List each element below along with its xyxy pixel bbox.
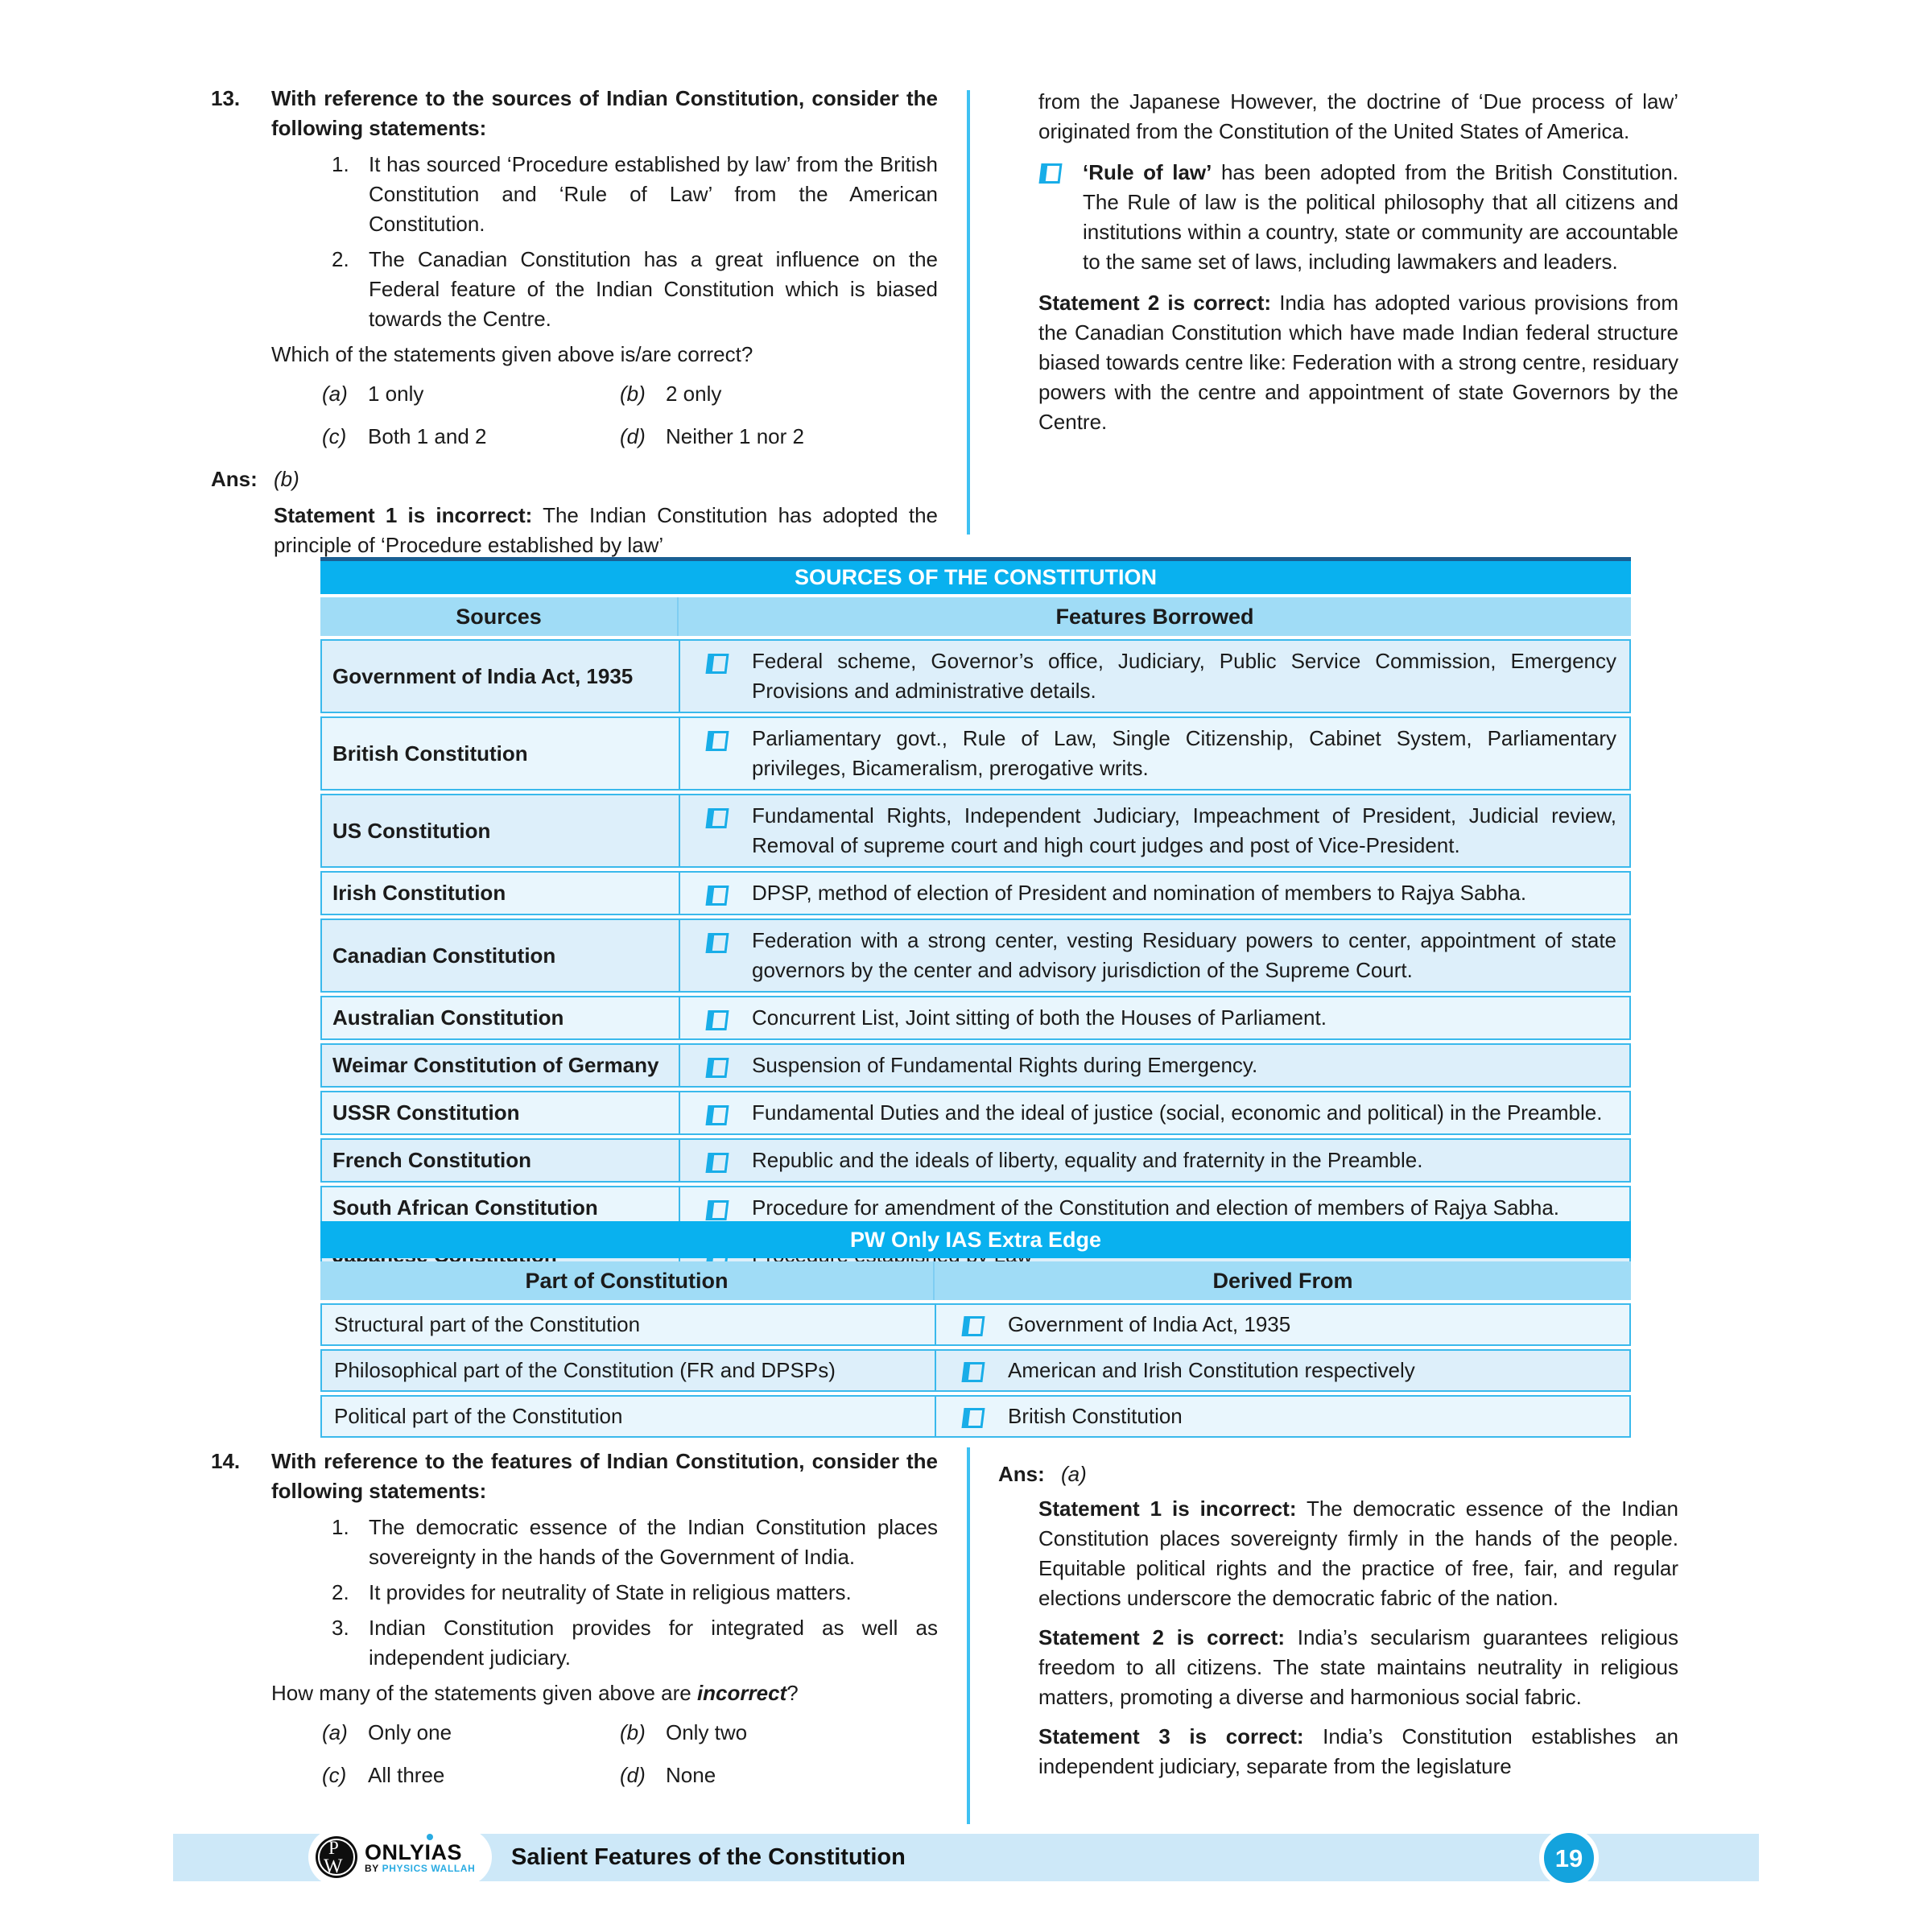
table-row: US Constitution Fundamental Rights, Independent Judiciary, Impeachment of President, Judicial review, Removal of supreme court and high court judges and post of Vice-President. (320, 794, 1631, 868)
table-row: Weimar Constitution of Germany Suspension of Fundamental Rights during Emergency. (320, 1043, 1631, 1088)
option-d: (d) Neither 1 nor 2 (620, 424, 804, 448)
table-row: Structural part of the Constitution Government of India Act, 1935 (320, 1303, 1631, 1346)
column-divider-top (967, 90, 970, 535)
option-c: (c) All three (322, 1763, 445, 1787)
answer-13-explanation: Statement 1 is incorrect: The Indian Constitution has adopted the principle of ‘Procedure established by law’ (274, 503, 938, 557)
option-b: (b) Only two (620, 1720, 748, 1744)
checkbox-icon (961, 1362, 985, 1382)
table-row: Australian Constitution Concurrent List, Joint sitting of both the Houses of Parliament. (320, 996, 1631, 1040)
extra-edge-title: PW Only IAS Extra Edge (320, 1221, 1631, 1258)
question-line: How many of the statements given above are incorrect? (271, 1681, 799, 1705)
checkbox-icon (961, 1316, 985, 1336)
checkbox-icon (705, 1010, 729, 1030)
onlyias-logo (308, 1828, 492, 1886)
statement-2: 2. The Canadian Constitution has a great influence on the Federal feature of the Indian Constitution which is biased towards the Centre. (332, 247, 938, 331)
statement-3: 3. Indian Constitution provides for integrated as well as independent judiciary. (332, 1616, 938, 1670)
statement-2-paragraph: Statement 2 is correct: India has adopted various provisions from the Canadian Constitution which have made Indian federal structure biased towards centre like: Federation with a strong centre, residuary powers with the centre and appointment of state Governors by the Centre. (1038, 291, 1678, 434)
checkbox-icon (705, 1200, 729, 1220)
answer-14-statement-1: Statement 1 is incorrect: The democratic essence of the Indian Constitution places sovereignty firmly in the hands of the people. Equitable political rights and the practice of free, fair, and regular elections underscore the democratic fabric of the nation. (1038, 1496, 1678, 1610)
checkbox-icon (705, 886, 729, 906)
option-c: (c) Both 1 and 2 (322, 424, 487, 448)
page-number-badge: 19 (1539, 1828, 1599, 1888)
rule-of-law-bullet: ‘Rule of law’ has been adopted from the British Constitution. The Rule of law is the political philosophy that all citizens and institutions within a country, state or community are accountable to the same set of laws, including lawmakers and leaders. (1040, 158, 1678, 277)
chapter-title: Salient Features of the Constitution (511, 1844, 906, 1870)
statement-list (332, 150, 938, 334)
extra-edge-header: Part of Constitution Derived From (320, 1261, 1631, 1300)
table-row: British Constitution Parliamentary govt., Rule of Law, Single Citizenship, Cabinet System, Parliamentary privileges, Bicameralism, prerogative writs. (320, 716, 1631, 791)
question-14-stem: 14. With reference to the features of Indian Constitution, consider the following statements: (211, 1447, 938, 1506)
statement-list (332, 1513, 938, 1673)
option-d: (d) None (620, 1763, 716, 1787)
page-footer (173, 1834, 1759, 1881)
options-grid (322, 1718, 938, 1790)
question-line: Which of the statements given above is/are correct? (271, 342, 753, 366)
sources-table-header: Sources Features Borrowed (320, 597, 1631, 636)
table-row: Political part of the Constitution British Constitution (320, 1395, 1631, 1438)
checkbox-icon (705, 1153, 729, 1173)
onlyias-wordmark: ONLYIAS BY PHYSICS WALLAH (365, 1839, 476, 1874)
pw-logo: P W (316, 1836, 357, 1878)
checkbox-icon (705, 808, 729, 828)
question-number: 14. (211, 1449, 241, 1473)
extra-edge-body (320, 1303, 1631, 1438)
checkbox-icon (705, 1105, 729, 1125)
table-row: South African Constitution Procedure for amendment of the Constitution and election of members of Rajya Sabha. (320, 1186, 1631, 1230)
answer-13: Ans: (b) (211, 467, 299, 491)
question-14 (211, 1447, 938, 1790)
brand-i-dot: I (424, 1839, 431, 1864)
column-divider-bottom (967, 1447, 970, 1824)
table-row: Irish Constitution DPSP, method of election of President and nomination of members to Rajya Sabha. (320, 871, 1631, 915)
answer-14-statement-2: Statement 2 is correct: India’s secularism guarantees religious freedom to all citizens. The state maintains neutrality in religious matters, promoting a diverse and harmonious social fabric. (1038, 1625, 1678, 1709)
checkbox-icon (705, 731, 729, 751)
statement-2: 2. It provides for neutrality of State in religious matters. (332, 1580, 852, 1604)
statement-1: 1. The democratic essence of the Indian Constitution places sovereignty in the hands of the Government of India. (332, 1515, 938, 1569)
answer-13-continuation (998, 87, 1678, 448)
checkbox-icon (1038, 163, 1062, 184)
options-grid (322, 379, 938, 452)
option-b: (b) 2 only (620, 382, 722, 406)
question-number: 13. (211, 86, 241, 110)
table-row: Government of India Act, 1935 Federal scheme, Governor’s office, Judiciary, Public Service Commission, Emergency Provisions and administrative details. (320, 639, 1631, 713)
question-13 (211, 84, 938, 560)
checkbox-icon (705, 933, 729, 953)
question-13-stem: 13. With reference to the sources of Indian Constitution, consider the following statements: (211, 84, 938, 143)
continuation-paragraph: from the Japanese However, the doctrine of ‘Due process of law’ originated from the Constitution of the United States of America. (1038, 89, 1678, 143)
table-row: USSR Constitution Fundamental Duties and the ideal of justice (social, economic and political) in the Preamble. (320, 1091, 1631, 1135)
statement-1: 1. It has sourced ‘Procedure established by law’ from the British Constitution and ‘Rule of Law’ from the American Constitution. (332, 152, 938, 236)
checkbox-icon (705, 1058, 729, 1078)
option-a: (a) 1 only (322, 382, 424, 406)
checkbox-icon (705, 654, 729, 674)
sources-table-body (320, 639, 1631, 1278)
table-row: Canadian Constitution Federation with a strong center, vesting Residuary powers to center, appointment of state governors by the center and advisory jurisdiction of the Supreme Court. (320, 919, 1631, 993)
sources-table-title: SOURCES OF THE CONSTITUTION (320, 557, 1631, 594)
checkbox-icon (961, 1408, 985, 1428)
answer-14-statement-3: Statement 3 is correct: India’s Constitution establishes an independent judiciary, separate from the legislature (1038, 1724, 1679, 1778)
extra-edge-table (320, 1221, 1631, 1441)
table-row: French Constitution Republic and the ideals of liberty, equality and fraternity in the Preamble. (320, 1138, 1631, 1183)
sources-table (320, 557, 1631, 1281)
table-row: Philosophical part of the Constitution (FR and DPSPs) American and Irish Constitution respectively (320, 1349, 1631, 1392)
option-a: (a) Only one (322, 1720, 452, 1744)
answer-14: Ans: (a) Statement 1 is incorrect: The democratic essence of the Indian Constitution places sovereignty firmly in the hands of the people. Equitable political rights and the practice of free, fair, and regular elections underscore the democratic fabric of the nation. Statement 2 is correct: India’s secularism guarantees religious freedom to all citizens. The state maintains neutrality in religious matters, promoting a diverse and harmonious social fabric. Statement 3 is correct: India’s Constitution establishes an independent judiciary, separate from the legislature (998, 1447, 1678, 1791)
